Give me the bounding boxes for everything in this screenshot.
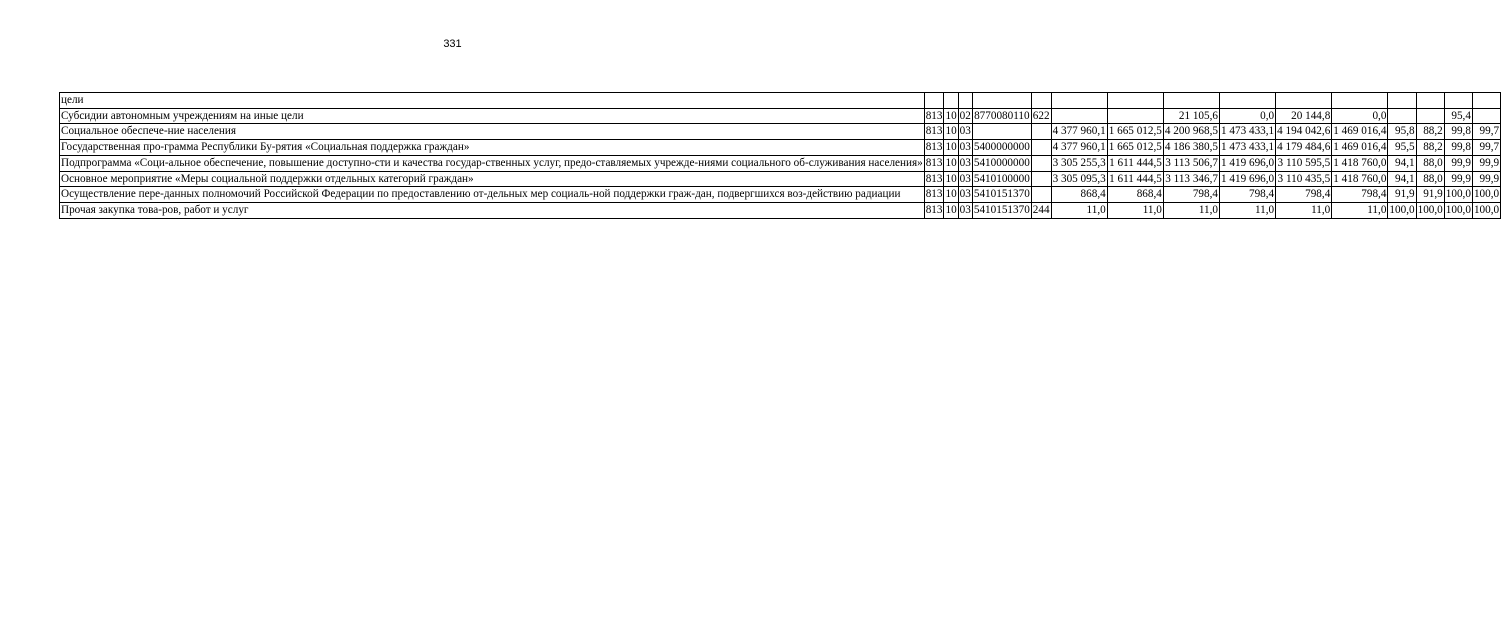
row-name-cell: Государственная про-грамма Республики Бу-рятия «Социальная поддержка граждан» <box>60 140 925 156</box>
subsection-code-cell: 03 <box>958 202 972 218</box>
percent-4-cell <box>1472 108 1500 124</box>
value-4-cell <box>1220 93 1276 109</box>
percent-1-cell <box>1388 108 1416 124</box>
row-name-cell: Субсидии автономным учреждениям на иные цели <box>60 108 925 124</box>
expense-type-code-cell <box>1031 93 1051 109</box>
value-5-cell: 11,0 <box>1276 202 1332 218</box>
percent-3-cell: 100,0 <box>1444 202 1472 218</box>
percent-4-cell <box>1472 93 1500 109</box>
value-1-cell: 4 377 960,1 <box>1051 124 1107 140</box>
expense-type-code-cell <box>1031 187 1051 203</box>
grbs-code-cell: 813 <box>924 202 944 218</box>
value-6-cell: 1 469 016,4 <box>1332 140 1388 156</box>
value-2-cell: 1 611 444,5 <box>1107 155 1163 171</box>
percent-4-cell: 99,7 <box>1472 124 1500 140</box>
subsection-code-cell: 02 <box>958 108 972 124</box>
value-4-cell: 798,4 <box>1220 187 1276 203</box>
percent-4-cell: 99,9 <box>1472 171 1500 187</box>
section-code-cell: 10 <box>944 124 958 140</box>
grbs-code-cell: 813 <box>924 171 944 187</box>
value-6-cell: 1 418 760,0 <box>1332 155 1388 171</box>
expense-type-code-cell <box>1031 124 1051 140</box>
value-4-cell: 11,0 <box>1220 202 1276 218</box>
value-2-cell: 11,0 <box>1107 202 1163 218</box>
percent-2-cell <box>1416 108 1444 124</box>
subsection-code-cell: 03 <box>958 140 972 156</box>
value-1-cell: 3 305 255,3 <box>1051 155 1107 171</box>
row-name-cell: Подпрограмма «Соци-альное обеспечение, повышение доступно-сти и качества государ-ственных услуг, предо-ставляемых учрежде-ниями социального об-служивания населения» <box>60 155 925 171</box>
table-body <box>60 93 1501 219</box>
table-row <box>60 187 1501 203</box>
value-6-cell <box>1332 93 1388 109</box>
value-4-cell: 1 473 433,1 <box>1220 140 1276 156</box>
value-5-cell: 3 110 595,5 <box>1276 155 1332 171</box>
value-6-cell: 1 418 760,0 <box>1332 171 1388 187</box>
expense-type-code-cell: 244 <box>1031 202 1051 218</box>
value-3-cell: 21 105,6 <box>1163 108 1219 124</box>
percent-4-cell: 100,0 <box>1472 187 1500 203</box>
target-article-code-cell <box>972 93 1031 109</box>
grbs-code-cell: 813 <box>924 187 944 203</box>
value-1-cell: 11,0 <box>1051 202 1107 218</box>
subsection-code-cell: 03 <box>958 124 972 140</box>
section-code-cell: 10 <box>944 187 958 203</box>
percent-3-cell: 99,8 <box>1444 124 1472 140</box>
value-3-cell: 3 113 346,7 <box>1163 171 1219 187</box>
value-3-cell: 4 186 380,5 <box>1163 140 1219 156</box>
section-code-cell: 10 <box>944 202 958 218</box>
grbs-code-cell: 813 <box>924 140 944 156</box>
percent-1-cell: 94,1 <box>1388 155 1416 171</box>
percent-2-cell: 91,9 <box>1416 187 1444 203</box>
value-5-cell <box>1276 93 1332 109</box>
section-code-cell: 10 <box>944 140 958 156</box>
value-2-cell: 1 665 012,5 <box>1107 140 1163 156</box>
grbs-code-cell: 813 <box>924 124 944 140</box>
expense-type-code-cell <box>1031 140 1051 156</box>
subsection-code-cell: 03 <box>958 187 972 203</box>
row-name-cell: Прочая закупка това-ров, работ и услуг <box>60 202 925 218</box>
table-row <box>60 93 1501 109</box>
section-code-cell: 10 <box>944 108 958 124</box>
percent-3-cell: 99,9 <box>1444 155 1472 171</box>
target-article-code-cell: 5400000000 <box>972 140 1031 156</box>
expense-type-code-cell <box>1031 155 1051 171</box>
value-1-cell <box>1051 93 1107 109</box>
value-3-cell <box>1163 93 1219 109</box>
percent-1-cell: 94,1 <box>1388 171 1416 187</box>
subsection-code-cell <box>958 93 972 109</box>
value-6-cell: 1 469 016,4 <box>1332 124 1388 140</box>
grbs-code-cell: 813 <box>924 155 944 171</box>
percent-4-cell: 99,7 <box>1472 140 1500 156</box>
value-4-cell: 1 419 696,0 <box>1220 155 1276 171</box>
value-2-cell <box>1107 108 1163 124</box>
value-2-cell: 1 611 444,5 <box>1107 171 1163 187</box>
percent-2-cell <box>1416 93 1444 109</box>
table-row <box>60 108 1501 124</box>
value-5-cell: 4 194 042,6 <box>1276 124 1332 140</box>
subsection-code-cell: 03 <box>958 155 972 171</box>
value-1-cell: 3 305 095,3 <box>1051 171 1107 187</box>
percent-1-cell: 100,0 <box>1388 202 1416 218</box>
percent-1-cell <box>1388 93 1416 109</box>
percent-2-cell: 100,0 <box>1416 202 1444 218</box>
target-article-code-cell: 5410151370 <box>972 187 1031 203</box>
budget-table <box>59 92 1501 219</box>
percent-2-cell: 88,0 <box>1416 155 1444 171</box>
row-name-cell: Основное мероприятие «Меры социальной поддержки отдельных категорий граждан» <box>60 171 925 187</box>
percent-3-cell <box>1444 93 1472 109</box>
percent-1-cell: 91,9 <box>1388 187 1416 203</box>
percent-4-cell: 99,9 <box>1472 155 1500 171</box>
expense-type-code-cell: 622 <box>1031 108 1051 124</box>
percent-3-cell: 99,8 <box>1444 140 1472 156</box>
target-article-code-cell: 8770080110 <box>972 108 1031 124</box>
value-1-cell <box>1051 108 1107 124</box>
value-5-cell: 20 144,8 <box>1276 108 1332 124</box>
value-3-cell: 798,4 <box>1163 187 1219 203</box>
value-4-cell: 1 473 433,1 <box>1220 124 1276 140</box>
row-name-cell: цели <box>60 93 925 109</box>
percent-1-cell: 95,5 <box>1388 140 1416 156</box>
value-4-cell: 0,0 <box>1220 108 1276 124</box>
grbs-code-cell: 813 <box>924 108 944 124</box>
target-article-code-cell: 5410100000 <box>972 171 1031 187</box>
table-row <box>60 202 1501 218</box>
value-6-cell: 11,0 <box>1332 202 1388 218</box>
value-6-cell: 0,0 <box>1332 108 1388 124</box>
table-row <box>60 171 1501 187</box>
percent-2-cell: 88,2 <box>1416 140 1444 156</box>
target-article-code-cell: 5410000000 <box>972 155 1031 171</box>
value-1-cell: 4 377 960,1 <box>1051 140 1107 156</box>
page-number: 331 <box>443 38 462 50</box>
value-2-cell: 1 665 012,5 <box>1107 124 1163 140</box>
value-3-cell: 4 200 968,5 <box>1163 124 1219 140</box>
grbs-code-cell <box>924 93 944 109</box>
target-article-code-cell: 5410151370 <box>972 202 1031 218</box>
expense-type-code-cell <box>1031 171 1051 187</box>
table-row <box>60 140 1501 156</box>
value-1-cell: 868,4 <box>1051 187 1107 203</box>
value-2-cell: 868,4 <box>1107 187 1163 203</box>
value-2-cell <box>1107 93 1163 109</box>
subsection-code-cell: 03 <box>958 171 972 187</box>
value-5-cell: 798,4 <box>1276 187 1332 203</box>
percent-3-cell: 99,9 <box>1444 171 1472 187</box>
section-code-cell <box>944 93 958 109</box>
percent-4-cell: 100,0 <box>1472 202 1500 218</box>
value-5-cell: 3 110 435,5 <box>1276 171 1332 187</box>
value-4-cell: 1 419 696,0 <box>1220 171 1276 187</box>
percent-3-cell: 95,4 <box>1444 108 1472 124</box>
value-3-cell: 11,0 <box>1163 202 1219 218</box>
percent-2-cell: 88,2 <box>1416 124 1444 140</box>
percent-1-cell: 95,8 <box>1388 124 1416 140</box>
section-code-cell: 10 <box>944 155 958 171</box>
table-row <box>60 124 1501 140</box>
row-name-cell: Социальное обеспече-ние населения <box>60 124 925 140</box>
value-6-cell: 798,4 <box>1332 187 1388 203</box>
target-article-code-cell <box>972 124 1031 140</box>
percent-2-cell: 88,0 <box>1416 171 1444 187</box>
row-name-cell: Осуществление пере-данных полномочий Российской Федерации по предоставлению от-дельных мер социаль-ной поддержки граж-дан, подвергшихся воз-действию радиации <box>60 187 925 203</box>
percent-3-cell: 100,0 <box>1444 187 1472 203</box>
value-5-cell: 4 179 484,6 <box>1276 140 1332 156</box>
table-row <box>60 155 1501 171</box>
value-3-cell: 3 113 506,7 <box>1163 155 1219 171</box>
section-code-cell: 10 <box>944 171 958 187</box>
